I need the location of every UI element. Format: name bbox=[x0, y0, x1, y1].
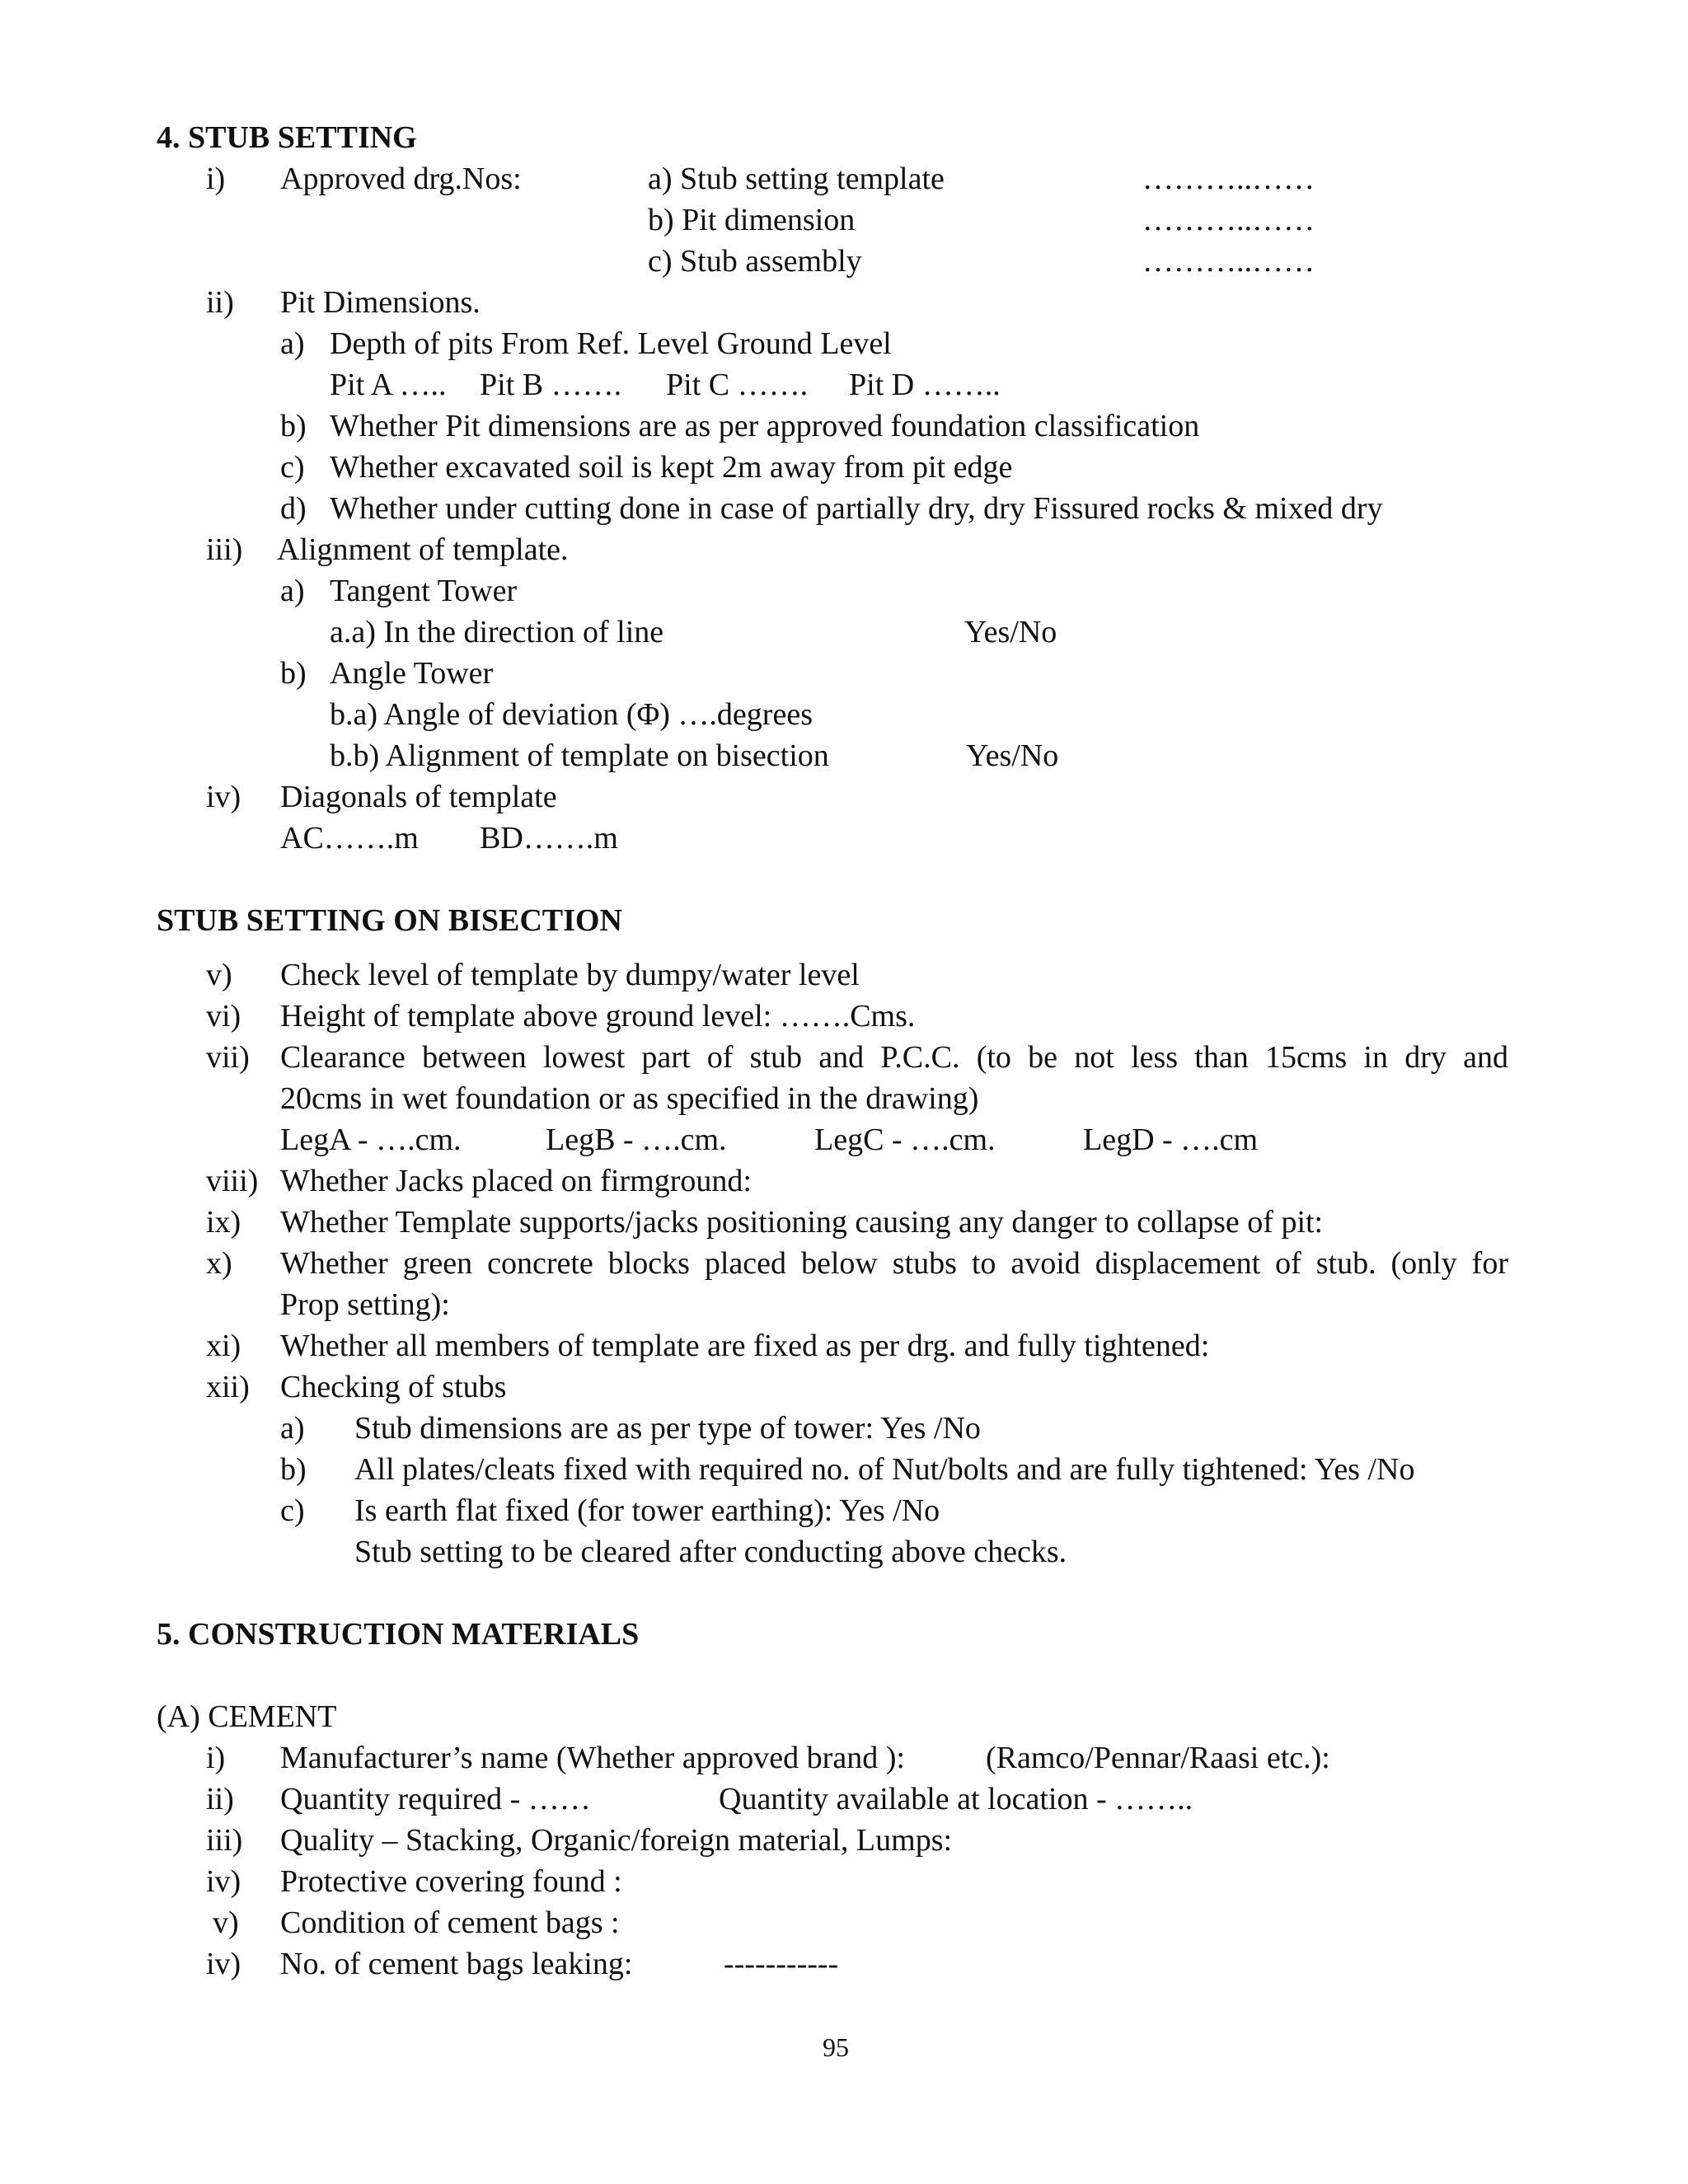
item-number: ii) bbox=[206, 285, 234, 320]
item-number: ix) bbox=[206, 1205, 241, 1240]
item-extra: Quantity available at location - …….. bbox=[719, 1782, 1193, 1816]
item-text: Quantity required - …… bbox=[280, 1782, 591, 1816]
item-number: i) bbox=[206, 1741, 226, 1775]
item-number: xii) bbox=[206, 1370, 250, 1404]
list-item: b) Pit dimension bbox=[648, 203, 856, 237]
sub-item-text: Angle Tower bbox=[330, 656, 494, 691]
item-text: Quality – Stacking, Organic/foreign material, Lumps: bbox=[280, 1823, 953, 1858]
sub-item-letter: a) bbox=[280, 1411, 305, 1446]
section-title: STUB SETTING ON BISECTION bbox=[157, 903, 622, 938]
item-text: 20cms in wet foundation or as specified in the drawing) bbox=[280, 1081, 979, 1116]
sub-item-letter: b) bbox=[280, 1452, 307, 1487]
item-extra: ----------- bbox=[724, 1947, 839, 1981]
section-title: 4. STUB SETTING bbox=[157, 120, 417, 155]
item-text: Protective covering found : bbox=[280, 1864, 622, 1899]
diagonal-ac: AC…….m bbox=[280, 821, 419, 855]
sub-item-text: Whether Pit dimensions are as per approved foundation classification bbox=[330, 409, 1200, 443]
item-number: vi) bbox=[206, 999, 241, 1033]
note-text: Stub setting to be cleared after conducting above checks. bbox=[354, 1535, 1067, 1569]
item-text: Manufacturer’s name (Whether approved brand ): bbox=[280, 1741, 905, 1775]
sub-item-letter: c) bbox=[280, 450, 305, 485]
fill-in-blank: ………..…… bbox=[1142, 203, 1315, 237]
item-number: iii) bbox=[206, 532, 243, 567]
fill-in-blank: ………..…… bbox=[1142, 244, 1315, 279]
item-number: vii) bbox=[206, 1040, 250, 1075]
sub-item-text: Stub dimensions are as per type of tower: Yes /No bbox=[354, 1411, 981, 1446]
item-number: iv) bbox=[206, 780, 241, 814]
pit-depth-c: Pit C ……. bbox=[666, 368, 809, 402]
item-text: Clearance between lowest part of stub and P.C.C. (to be not less than 15cms in dry and bbox=[280, 1040, 1508, 1075]
pit-depth-b: Pit B ……. bbox=[480, 368, 622, 402]
item-text: Whether Jacks placed on firmground: bbox=[280, 1164, 752, 1198]
sub-item-text: Is earth flat fixed (for tower earthing): Yes /No bbox=[354, 1493, 940, 1528]
page-number: 95 bbox=[823, 2032, 849, 2062]
item-number: iv) bbox=[206, 1947, 241, 1981]
item-label: Diagonals of template bbox=[280, 780, 557, 814]
item-text: Prop setting): bbox=[280, 1287, 450, 1322]
item-label: Pit Dimensions. bbox=[280, 285, 481, 320]
sub-item-text: All plates/cleats fixed with required no. of Nut/bolts and are fully tightened: Yes /No bbox=[354, 1452, 1415, 1487]
pit-depth-a: Pit A ….. bbox=[330, 368, 447, 402]
sub-item-letter: d) bbox=[280, 491, 307, 526]
item-text: Whether Template supports/jacks positioning causing any danger to collapse of pit: bbox=[280, 1205, 1324, 1240]
item-number: x) bbox=[206, 1246, 232, 1281]
sub-item-text: Depth of pits From Ref. Level Ground Level bbox=[330, 326, 892, 361]
item-text: Check level of template by dumpy/water level bbox=[280, 958, 860, 992]
item-number: xi) bbox=[206, 1329, 241, 1363]
yes-no-answer: Yes/No bbox=[966, 738, 1059, 773]
leg-clearance-a: LegA - ….cm. bbox=[280, 1122, 462, 1157]
item-number: iii) bbox=[206, 1823, 243, 1858]
yes-no-answer: Yes/No bbox=[964, 615, 1057, 649]
item-text: Condition of cement bags : bbox=[280, 1905, 620, 1940]
diagonal-bd: BD…….m bbox=[480, 821, 618, 855]
sub-item-letter: c) bbox=[280, 1493, 305, 1528]
sub-sub-item: b.a) Angle of deviation (Φ) ….degrees bbox=[330, 697, 813, 732]
item-number: ii) bbox=[206, 1782, 234, 1816]
leg-clearance-b: LegB - ….cm. bbox=[546, 1122, 727, 1157]
leg-clearance-c: LegC - ….cm. bbox=[814, 1122, 996, 1157]
sub-sub-item: a.a) In the direction of line bbox=[330, 615, 664, 649]
item-label: Checking of stubs bbox=[280, 1370, 507, 1404]
item-text: No. of cement bags leaking: bbox=[280, 1947, 633, 1981]
sub-item-text: Whether excavated soil is kept 2m away from pit edge bbox=[330, 450, 1013, 485]
item-label: Approved drg.Nos: bbox=[280, 162, 522, 196]
sub-item-text: Tangent Tower bbox=[330, 574, 518, 608]
list-item: a) Stub setting template bbox=[648, 162, 945, 196]
item-label: Alignment of template. bbox=[277, 532, 569, 567]
item-number: v) bbox=[206, 958, 232, 992]
item-number: v) bbox=[213, 1905, 239, 1940]
sub-item-letter: a) bbox=[280, 574, 305, 608]
subsection-title: (A) CEMENT bbox=[157, 1699, 337, 1734]
item-number: iv) bbox=[206, 1864, 241, 1899]
pit-depth-d: Pit D …….. bbox=[849, 368, 1001, 402]
item-extra: (Ramco/Pennar/Raasi etc.): bbox=[986, 1741, 1330, 1775]
leg-clearance-d: LegD - ….cm bbox=[1083, 1122, 1259, 1157]
item-text: Whether green concrete blocks placed below stubs to avoid displacement of stub. (only for bbox=[280, 1246, 1508, 1281]
item-text: Whether all members of template are fixed as per drg. and fully tightened: bbox=[280, 1329, 1210, 1363]
item-text: Height of template above ground level: …….Cms. bbox=[280, 999, 916, 1033]
sub-sub-item: b.b) Alignment of template on bisection bbox=[330, 738, 829, 773]
item-number: viii) bbox=[206, 1164, 259, 1198]
sub-item-letter: b) bbox=[280, 656, 307, 691]
sub-item-letter: b) bbox=[280, 409, 307, 443]
sub-item-text: Whether under cutting done in case of partially dry, dry Fissured rocks & mixed dry bbox=[330, 491, 1383, 526]
sub-item-letter: a) bbox=[280, 326, 305, 361]
list-item: c) Stub assembly bbox=[648, 244, 862, 279]
section-title: 5. CONSTRUCTION MATERIALS bbox=[157, 1617, 640, 1652]
fill-in-blank: ………..…… bbox=[1142, 162, 1315, 196]
item-number: i) bbox=[206, 162, 226, 196]
